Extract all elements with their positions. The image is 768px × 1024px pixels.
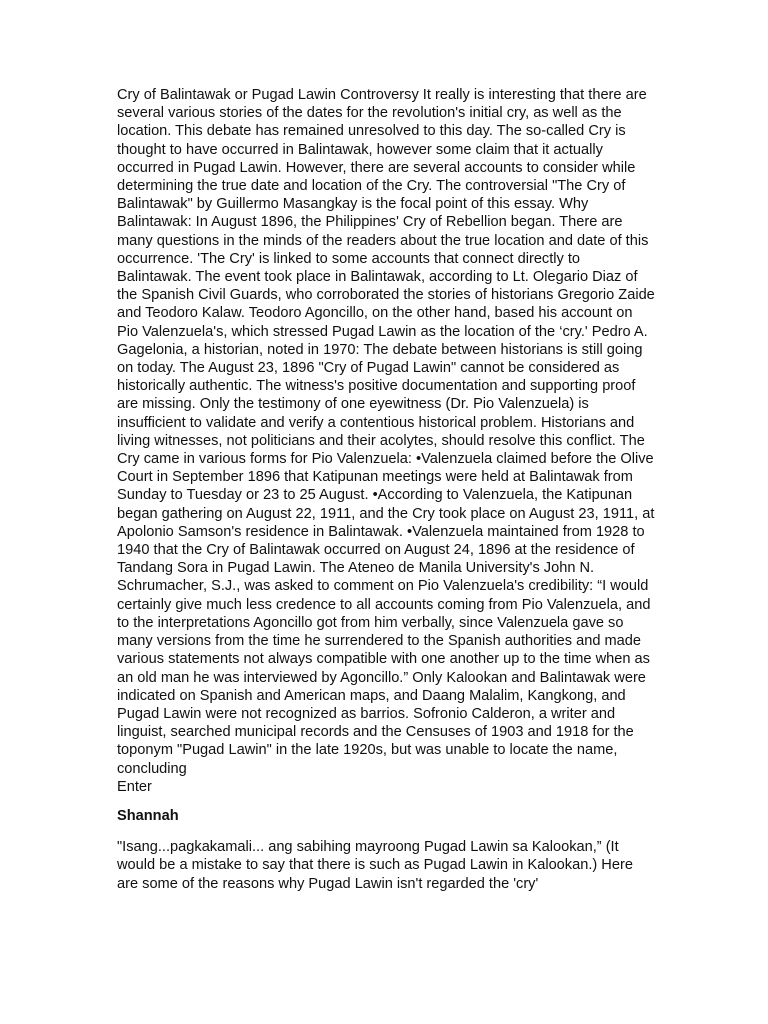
quote-paragraph: "Isang...pagkakamali... ang sabihing mayroong Pugad Lawin sa Kalookan,” (It would be a mistake to say that there is such as Pugad Lawin in Kalookan.) Here are some of the reasons why Pugad Lawin isn't regarded the 'cry' xyxy=(117,839,633,892)
essay-paragraph: Cry of Balintawak or Pugad Lawin Controversy It really is interesting that there are several various stories of the dates for the revolution's initial cry, as well as the location. This debate has remained unresolved to this day. The so-called Cry is thought to have occurred in Balintawak, however some claim that it actually occurred in Pugad Lawin. However, there are several accounts to consider while determining the true date and location of the Cry. The controversial "The Cry of Balintawak" by Guillermo Masangkay is the focal point of this essay. Why Balintawak: In August 1896, the Philippines' Cry of Rebellion began. There are many questions in the minds of the readers about the true location and date of this occurrence. 'The Cry' is linked to some accounts that connect directly to Balintawak. The event took place in Balintawak, according to Lt. Olegario Diaz of the Spanish Civil Guards, who corroborated the stories of historians Gregorio Zaide and Teodoro Kalaw. Teodoro Agoncillo, on the other hand, based his account on Pio Valenzuela's, which stressed Pugad Lawin as the location of the ‘cry.' Pedro A. Gagelonia, a historian, noted in 1970: The debate between historians is still going on today. The August 23, 1896 "Cry of Pugad Lawin" cannot be considered as historically authentic. The witness's positive documentation and supporting proof are missing. Only the testimony of one eyewitness (Dr. Pio Valenzuela) is insufficient to validate and verify a contentious historical problem. Historians and living witnesses, not politicians and their acolytes, should resolve this conflict. The Cry came in various forms for Pio Valenzuela: •Valenzuela claimed before the Olive Court in September 1896 that Katipunan meetings were held at Balintawak from Sunday to Tuesday or 23 to 25 August. •According to Valenzuela, the Katipunan began gathering on August 22, 1911, and the Cry took place on August 23, 1911, at Apolonio Samson's residence in Balintawak. •Valenzuela maintained from 1928 to 1940 that the Cry of Balintawak occurred on August 24, 1896 at the residence of Tandang Sora in Pugad Lawin. The Ateneo de Manila University's John N. Schrumacher, S.J., was asked to comment on Pio Valenzuela's credibility: “I would certainly give much less credence to all accounts coming from Pio Valenzuela, and to the interpretations Agoncillo got from him verbally, since Valenzuela gave so many versions from the time he surrendered to the Spanish authorities and made various statements not always compatible with one another up to the time when as an old man he was interviewed by Agoncillo.” Only Kalookan and Balintawak were indicated on Spanish and American maps, and Daang Malalim, Kangkong, and Pugad Lawin were not recognized as barrios. Sofronio Calderon, a writer and linguist, searched municipal records and the Censuses of 1903 and 1918 for the toponym "Pugad Lawin" in the late 1920s, but was unable to locate the name, concluding xyxy=(117,87,655,777)
document-page xyxy=(117,86,657,893)
enter-label: Enter xyxy=(117,778,152,795)
author-name: Shannah xyxy=(117,807,179,824)
